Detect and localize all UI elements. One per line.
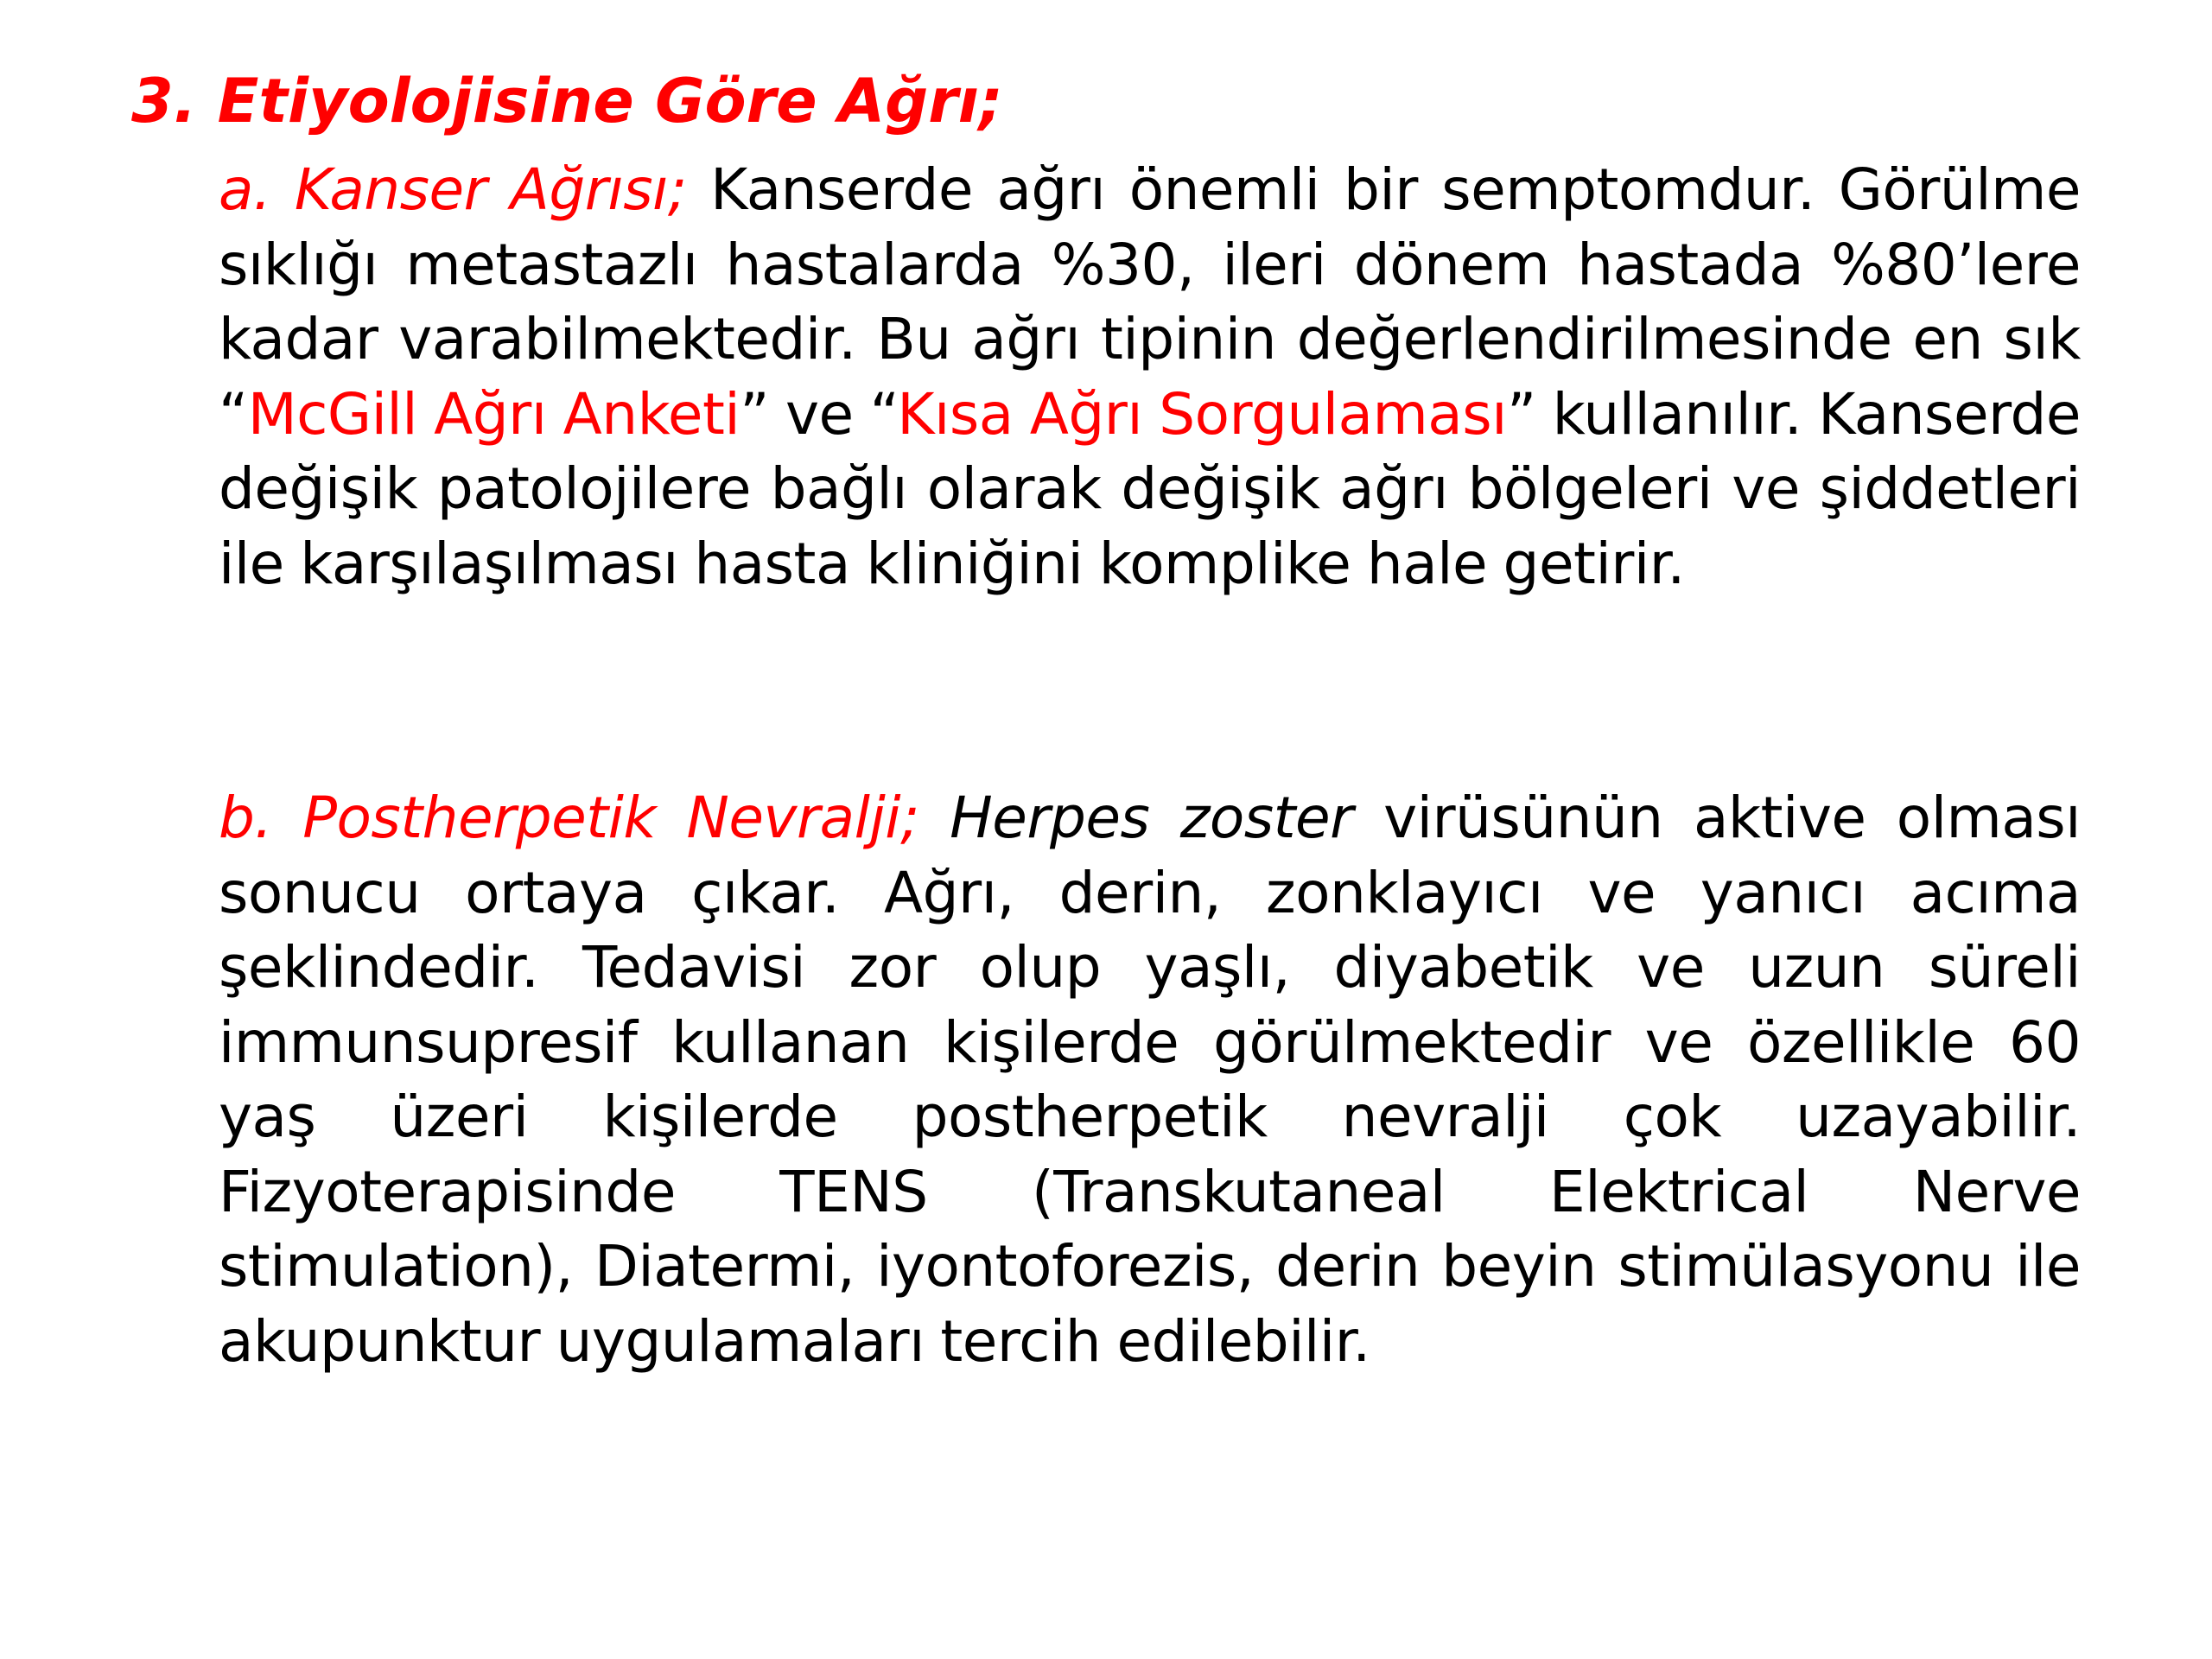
section-a-text-1: Kanserde ağrı önemli bir semptomdur. Görülme sıklığı metastazlı hastalarda %30, ileri dönem hastada %80’lere kadar varabilmektedir. Bu ağrı tipinin değerlendirilmesinde en sık “ bbox=[219, 156, 2081, 448]
section-b-text: virüsünün aktive olması sonucu ortaya çıkar. Ağrı, derin, zonklayıcı ve yanıcı acıma şeklindedir. Tedavisi zor olup yaşlı, diyabetik ve uzun süreli immunsupresif kullanan kişilerde görülmektedir ve özellikle 60 yaş üzeri kişilerde postherpetik nevralji çok uzayabilir. Fizyoterapisinde TENS (Transkutaneal Elektrical Nerve stimulation), Diatermi, iyontoforezis, derin beyin stimülasyonu ile akupunktur uygulamaları tercih edilebilir. bbox=[219, 785, 2081, 1375]
section-a-label: a. Kanser Ağrısı; bbox=[219, 156, 687, 223]
section-b-paragraph bbox=[219, 781, 2081, 1379]
section-a-paragraph bbox=[219, 153, 2081, 601]
virus-name: Herpes zoster bbox=[918, 785, 1353, 851]
brief-pain-inventory-term: Kısa Ağrı Sorgulaması bbox=[897, 380, 1507, 448]
section-a-text-2: ” ve “ bbox=[740, 380, 898, 448]
section-b-label: b. Postherpetik Nevralji; bbox=[219, 785, 919, 851]
section-a-text-3: ” kullanılır. Kanserde değişik patolojilere bağlı olarak değişik ağrı bölgeleri ve şiddetleri ile karşılaşılması hasta kliniğini komplike hale getirir. bbox=[219, 380, 2082, 597]
mcgill-pain-questionnaire-term: McGill Ağrı Anketi bbox=[247, 380, 741, 448]
slide-title: 3. Etiyolojisine Göre Ağrı; bbox=[131, 66, 1003, 137]
